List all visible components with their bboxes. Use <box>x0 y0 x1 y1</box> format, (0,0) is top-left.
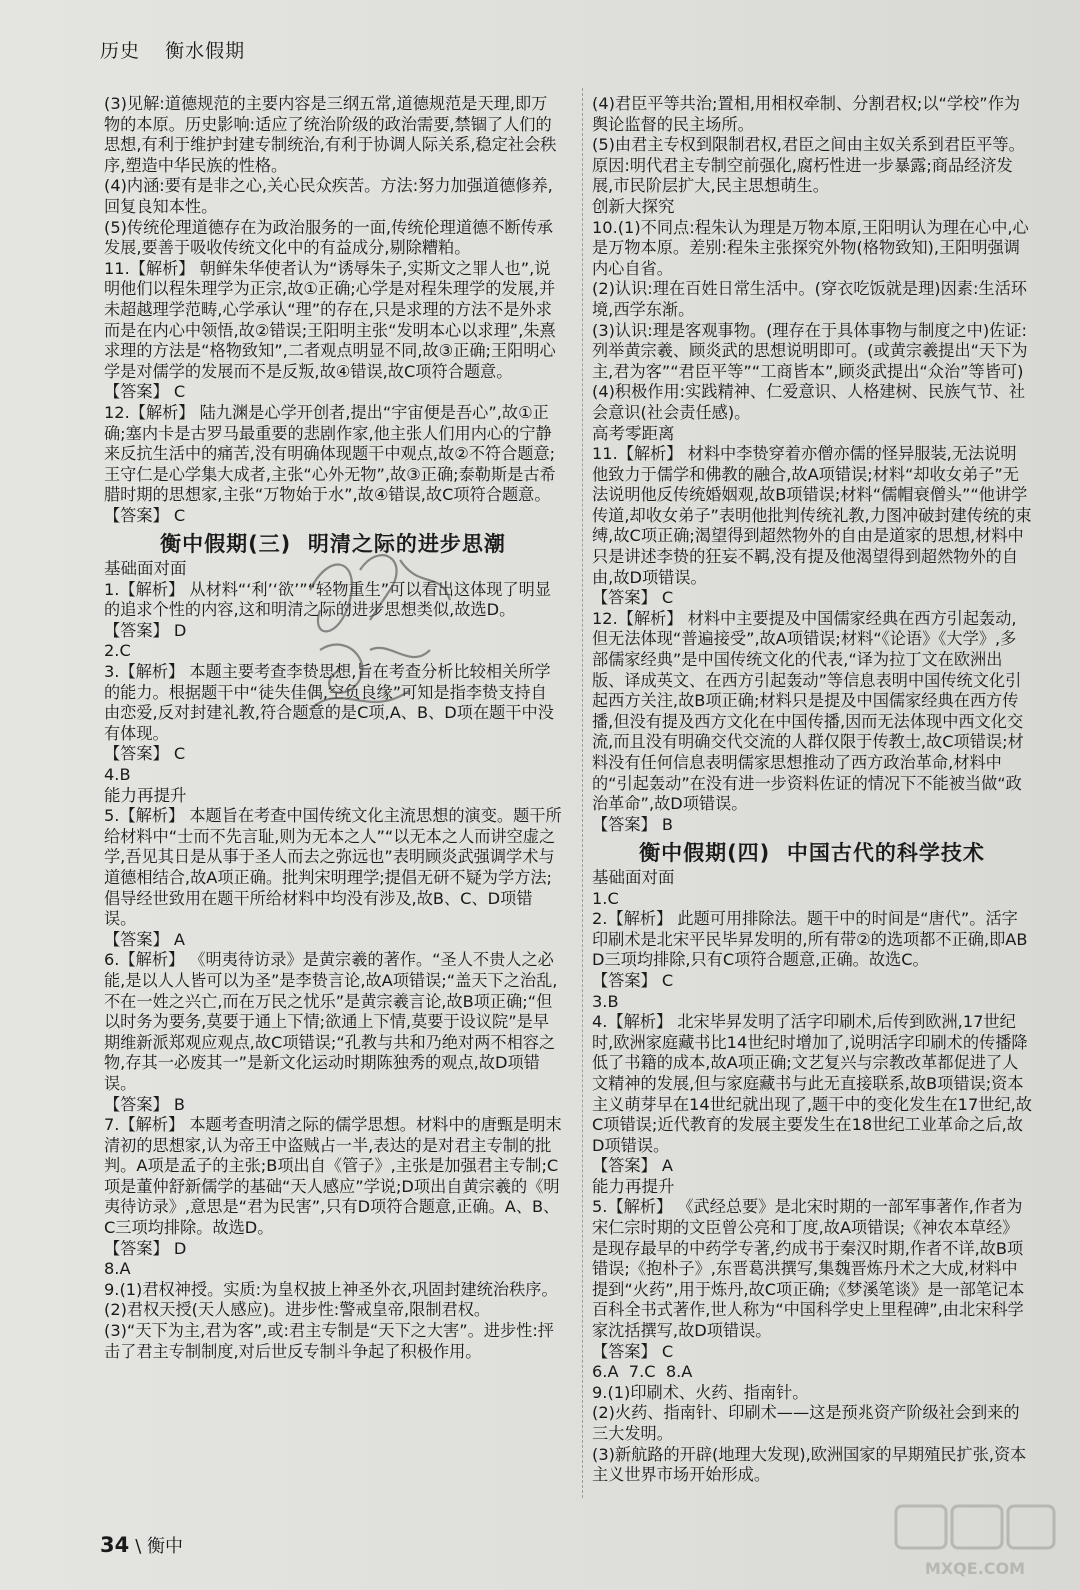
paragraph: 1.【解析】 从材料“‘利’‘欲’”“轻物重生”可以看出这体现了明显的追求个性的内容,这和明清之际的进步思想类似,故选D。 <box>104 579 552 620</box>
paragraph: 5.【解析】 本题旨在考查中国传统文化主流思想的演变。题干所给材料中“士而不先言耻,则为无本之人”“以无本之人而讲空虚之学,吾见其日是从事于圣人而去之弥远也”表明顾炎武强调学术与道德相结合,故A项正确。批判宋明理学;提倡无研不疑为学方法;倡导经世致用在题干所给材料中均没有涉及,故B、C、D项错误。 <box>104 806 562 929</box>
paragraph: 10.(1)不同点:程朱认为理是万物本原,王阳明认为理在心中,心是万物本原。差别:程朱主张探究外物(格物致知),王阳明强调内心自省。 <box>592 217 1029 278</box>
page-number: 34 <box>100 1533 130 1557</box>
answer-line: 【答案】 C <box>104 382 186 402</box>
site-watermark <box>890 1500 1060 1580</box>
header-series: 衡水假期 <box>165 40 246 62</box>
paragraph: (4)君臣平等共治;置相,用相权牵制、分割君权;以“学校”作为舆论监督的民主场所。 <box>592 94 1021 134</box>
paragraph: 12.【解析】 陆九渊是心学开创者,提出“宇宙便是吾心”,故①正确;塞内卡是古罗马最重要的悲剧作家,他主张人们用内心的宁静来反抗生活中的痛苦,没有明确体现题干中观点,故②不符合题意;王守仁是心学集大成者,主张“心外无物”,故③正确;泰勒斯是古希腊时期的思想家,主张“万物始于水”,故④错误,故C项符合题意。 <box>104 402 556 505</box>
column-divider <box>582 88 583 1498</box>
paragraph: 5.【解析】 《武经总要》是北宋时期的一部军事著作,作者为宋仁宗时期的文臣曾公亮和丁度,故A项错误;《神农本草经》是现存最早的中药学专著,约成书于秦汉时期,作者不详,故B项错误;《抱朴子》,东晋葛洪撰写,集魏晋炼丹术之大成,材料中提到“火药”,用于炼丹,故C项正确;《梦溪笔谈》是一部笔记本百科全书式著作,世人称为“中国科学史上里程碑”,由北宋科学家沈括撰写,故D项错误。 <box>592 1197 1025 1341</box>
paragraph: (2)君权天授(天人感应)。进步性:警戒皇帝,限制君权。 <box>104 1300 491 1320</box>
paragraph: 3.B <box>592 991 619 1011</box>
svg-text:MXQE.COM: MXQE.COM <box>924 1559 1026 1578</box>
answer-line: 【答案】 B <box>104 1094 186 1114</box>
paragraph: 3.【解析】 本题主要考查李贽思想,旨在考查分析比较相关所学的能力。根据题干中“徒失佳偶,空负良缘”可知是指李贽支持自由恋爱,反对封建礼教,符合题意的是C项,A、B、D项在题干中没有体现。 <box>104 662 554 743</box>
subsection-heading: 基础面对面 <box>104 559 187 579</box>
paragraph: (2)认识:理在百姓日常生活中。(穿衣吃饭就是理)因素:生活环境,西学东渐。 <box>592 279 1027 319</box>
paragraph: 12.【解析】 材料中主要提及中国儒家经典在西方引起轰动,但无法体现“普遍接受”,故A项错误;材料“《论语》《大学》,多部儒家经典”是中国传统文化的代表,“译为拉丁文在欧洲出版、译成英文、在西方引起轰动”等信息表明中国传统文化引起西方关注,故B项正确;材料只是提及中国儒家经典在西方传播,但没有提及西方文化在中国传播,因而无法体现中西文化交流,而且没有明确交代交流的人群仅限于传教士,故C项错误;材料没有任何信息表明儒家思想推动了西方政治革命,材料中的“引起轰动”在没有进一步资料佐证的情况下不能被当做“政治革命”,故D项错误。 <box>592 608 1024 814</box>
paragraph: (2)火药、指南针、印刷术——这是预兆资产阶级社会到来的三大发明。 <box>592 1403 1020 1443</box>
answer-line: 【答案】 D <box>104 620 187 640</box>
section-title: 衡中假期(三) 明清之际的进步思潮 <box>160 532 506 557</box>
header-subject: 历史 <box>100 40 141 62</box>
paragraph: 9.(1)印刷术、火药、指南针。 <box>592 1382 809 1402</box>
answer-line: 【答案】 C <box>592 588 674 608</box>
subsection-heading: 创新大探究 <box>592 196 675 216</box>
paragraph: 1.C <box>592 888 619 908</box>
answer-line: 【答案】 C <box>104 505 186 525</box>
paragraph: 8.A <box>104 1259 131 1279</box>
paragraph: (3)见解:道德规范的主要内容是三纲五常,道德规范是天理,即万物的本原。历史影响:适应了统治阶级的政治需要,禁锢了人们的思想,有利于维护封建专制统治,有利于协调人际关系,稳定社会秩序,塑造中华民族的性格。 <box>104 94 557 175</box>
subsection-heading: 基础面对面 <box>592 867 675 887</box>
paragraph: 11.【解析】 材料中李贽穿着亦僧亦儒的怪异服装,无法说明他致力于儒学和佛教的融合,故A项错误;材料“却收女弟子”无法说明他反传统婚姻观,故B项错误;材料“儒帽衰僧头”“他讲学传道,却收女弟子”表明他批判传统礼教,力图冲破封建传统的束缚,故C项正确;渴望得到超然物外的自由是道家的思想,材料中只是讲述李贽的狂妄不羁,没有提及他渴望得到超然物外的自由,故D项错误。 <box>592 444 1032 587</box>
paragraph: (3)“天下为主,君为客”,或:君主专制是“天下之大害”。进步性:抨击了君主专制制度,对后世反专制斗争起了积极作用。 <box>104 1321 554 1361</box>
right-column <box>592 94 1032 1486</box>
answer-line: 【答案】 C <box>104 744 186 764</box>
paragraph: 6.【解析】 《明夷待访录》是黄宗羲的著作。“圣人不贵人之必能,是以人人皆可以为圣”是李贽言论,故A项错误;“盖天下之治乱,不在一姓之兴亡,而在万民之忧乐”是黄宗羲言论,故B项正确;“但以时务为要务,莫要于通上下情;欲通上下情,莫要于设议院”是早期维新派郑观应观点,故C项错误;“孔教与共和乃绝对两不相容之物,存其一必废其一”是新文化运动时期陈独秀的观点,故D项错误。 <box>104 950 558 1093</box>
paragraph: (5)由君主专权到限制君权,君臣之间由主奴关系到君臣平等。原因:明代君主专制空前强化,腐朽性进一步暴露;商品经济发展,市民阶层扩大,民主思想萌生。 <box>592 135 1025 196</box>
answer-line: 【答案】 C <box>592 970 674 990</box>
paragraph: (3)新航路的开辟(地理大发现),欧洲国家的早期殖民扩张,资本主义世界市场开始形成。 <box>592 1444 1027 1485</box>
answer-line: 【答案】 C <box>592 1341 674 1361</box>
section-title: 衡中假期(四) 中国古代的科学技术 <box>639 841 985 866</box>
paragraph: 6.A 7.C 8.A <box>592 1362 693 1382</box>
answer-line: 【答案】 A <box>104 929 185 949</box>
paragraph: (5)传统伦理道德存在为政治服务的一面,传统伦理道德不断传承发展,要善于吸收传统文化中的有益成分,剔除糟粕。 <box>104 217 553 258</box>
paragraph: 11.【解析】 朝鲜朱华使者认为“诱辱朱子,实斯文之罪人也”,说明他们以程朱理学为正宗,故①正确;心学是对程朱理学的发展,并未超越理学范畴,心学承认“理”的存在,只是求理的方法不是外求而是在内心中领悟,故②错误;王阳明主张“发明本心以求理”,朱熹求理的方法是“格物致知”,二者观点明显不同,故③正确;王阳明心学是对儒学的发展而不是反叛,故④错误,故C项符合题意。 <box>104 258 556 381</box>
page-header <box>100 36 245 63</box>
footer-label: \ 衡中 <box>135 1536 184 1557</box>
paragraph: (4)积极作用:实践精神、仁爱意识、人格建树、民族气节、社会意识(社会责任感)。 <box>592 382 1026 422</box>
subsection-heading: 能力再提升 <box>104 785 187 805</box>
answer-line: 【答案】 D <box>104 1238 187 1258</box>
answer-line: 【答案】 B <box>592 814 674 834</box>
paragraph: (4)内涵:要有是非之心,关心民众疾苦。方法:努力加强道德修养,回复良知本性。 <box>104 176 553 216</box>
paragraph: 4.【解析】 北宋毕昇发明了活字印刷术,后传到欧洲,17世纪时,欧洲家庭藏书比14世纪时增加了,说明活字印刷术的传播降低了书籍的成本,故A项正确;文艺复兴与宗教改革都促进了人文精神的发展,但与家庭藏书与此无直接联系,故B项错误;资本主义萌芽早在14世纪就出现了,题干中的变化发生在17世纪,故C项错误;近代教育的发展主要发生在18世纪工业革命之后,故D项错误。 <box>592 1012 1032 1155</box>
paragraph: 4.B <box>104 765 131 784</box>
page-footer <box>100 1532 183 1558</box>
left-column <box>104 94 562 1362</box>
subsection-heading: 能力再提升 <box>592 1176 675 1196</box>
paragraph: 2.【解析】 此题可用排除法。题干中的时间是“唐代”。活字印刷术是北宋平民毕昇发明的,所有带②的选项都不正确,即ABD三项均排除,只有C项符合题意,正确。故选C。 <box>592 909 1028 970</box>
paragraph: (3)认识:理是客观事物。(理存在于具体事物与制度之中)佐证:列举黄宗羲、顾炎武的思想说明即可。(或黄宗羲提出“天下为主,君为客”“君臣平等”“工商皆本”,顾炎武提出“众治”等皆可) <box>592 320 1028 381</box>
paragraph: 2.C <box>104 641 131 661</box>
subsection-heading: 高考零距离 <box>592 423 675 443</box>
paragraph: 7.【解析】 本题考查明清之际的儒学思想。材料中的唐甄是明末清初的思想家,认为帝王中盗贼占一半,表达的是对君主专制的批判。A项是孟子的主张;B项出自《管子》,主张是加强君主专制;C项是董仲舒新儒学的基础“天人感应”学说;D项出自黄宗羲的《明夷待访录》,意思是“君为民害”,只有D项符合题意,正确。A、B、C三项均排除。故选D。 <box>104 1115 562 1238</box>
paragraph: 9.(1)君权神授。实质:为皇权披上神圣外衣,巩固封建统治秩序。 <box>104 1279 558 1299</box>
answer-line: 【答案】 A <box>592 1156 673 1176</box>
